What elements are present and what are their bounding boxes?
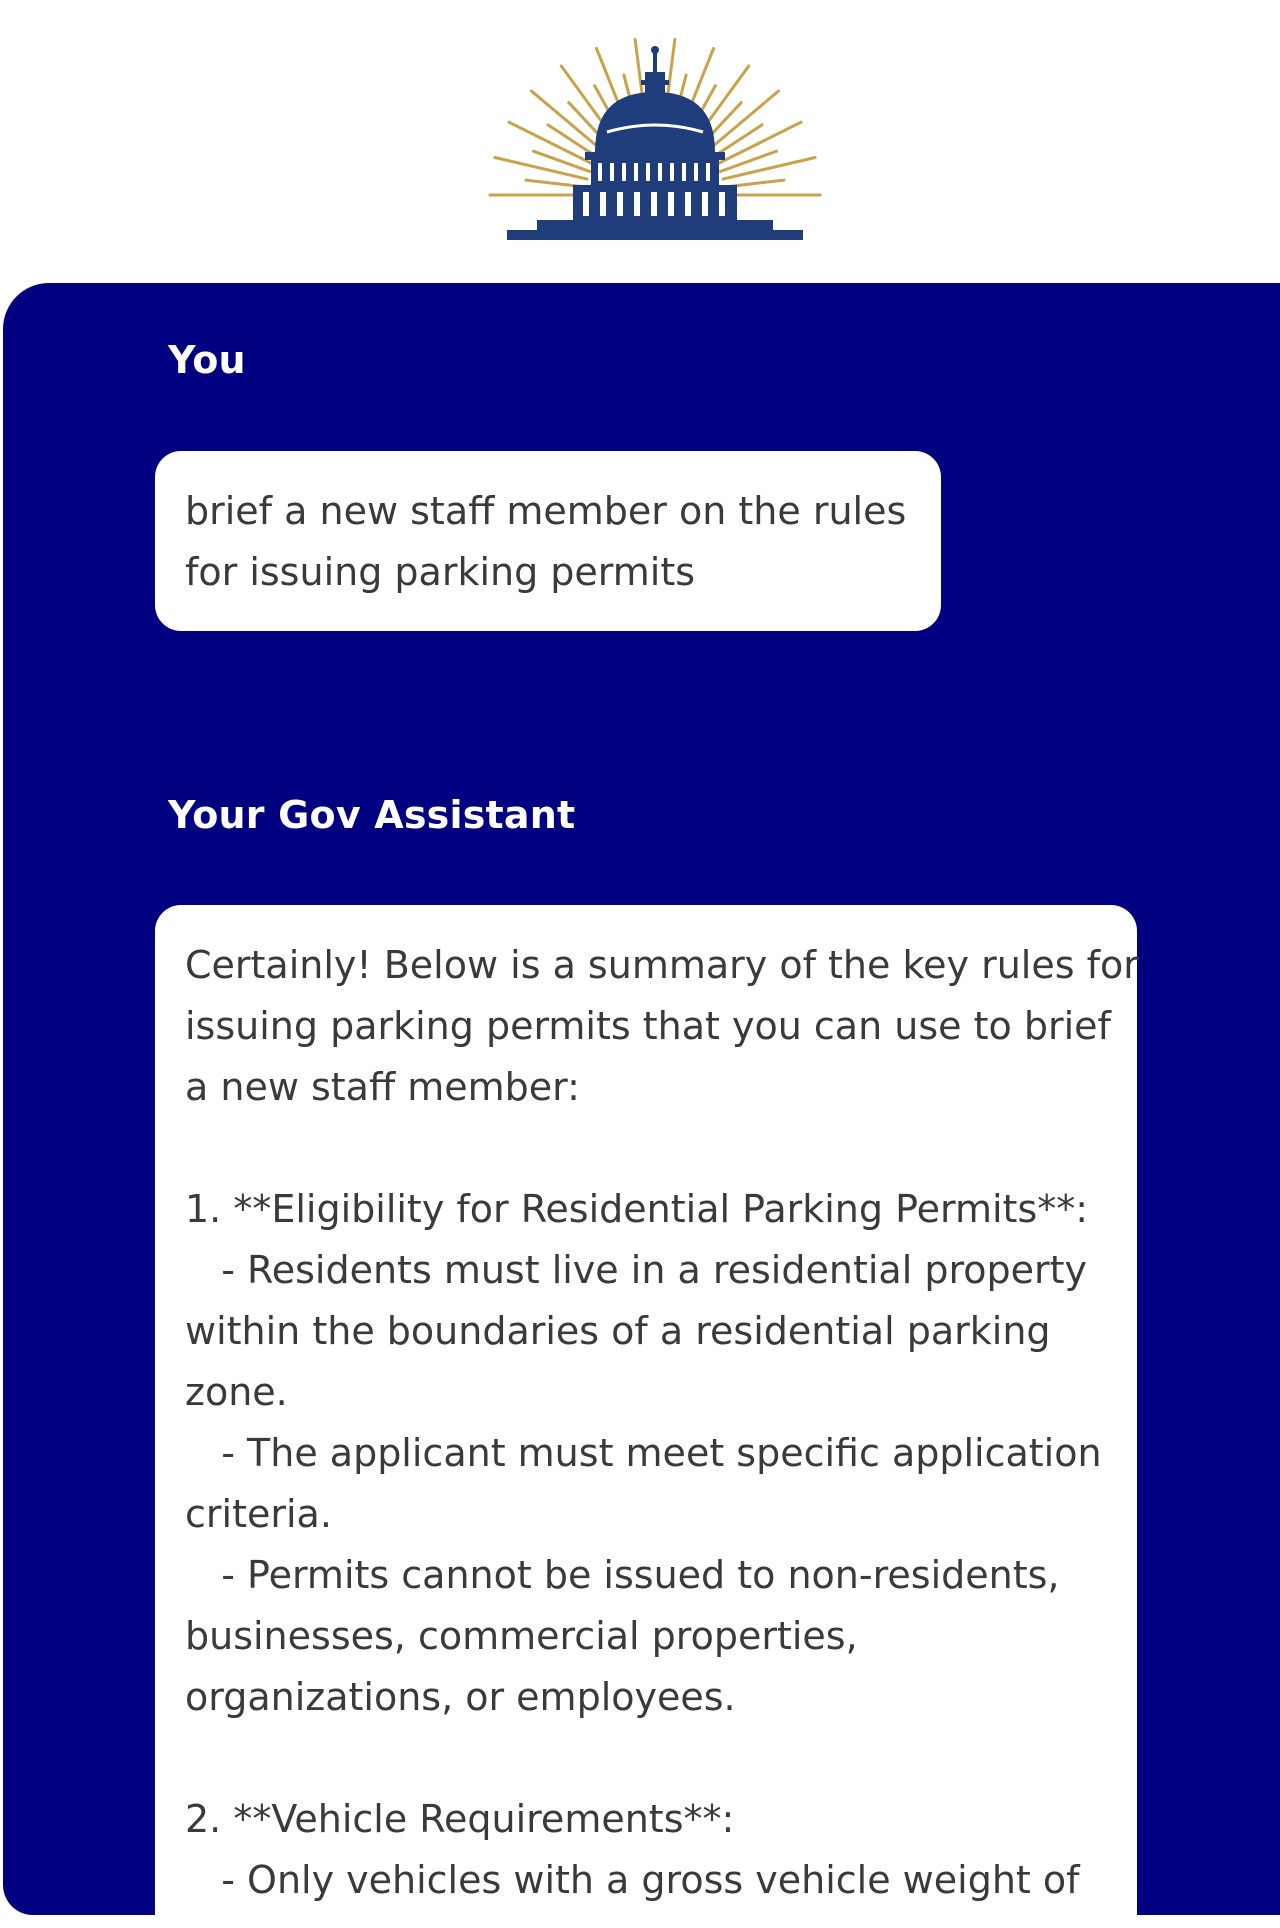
capitol-dome-logo-icon (455, 20, 855, 250)
message-line: - The applicant must meet specific application (185, 1431, 1102, 1475)
user-message-bubble (155, 451, 941, 631)
message-line: a new staff member: (185, 1065, 580, 1109)
message-line: for issuing parking permits (185, 550, 696, 594)
message-line: issuing parking permits that you can use to brief (185, 1004, 1111, 1048)
assistant-sender-label: Your Gov Assistant (168, 793, 576, 837)
message-line: organizations, or employees. (185, 1675, 736, 1719)
message-line (185, 1728, 1107, 1789)
message-line: brief a new staff member on the rules (185, 489, 907, 533)
assistant-message-bubble (155, 905, 1137, 1915)
message-line (185, 1118, 1107, 1179)
header-logo-area (0, 0, 1280, 270)
message-line: 1. **Eligibility for Residential Parking Permits**: (185, 1187, 1089, 1231)
message-line: 2. **Vehicle Requirements**: (185, 1797, 735, 1841)
user-sender-label: You (168, 338, 246, 382)
message-line: - Only vehicles with a gross vehicle weight of (185, 1858, 1080, 1902)
chat-panel (3, 283, 1280, 1915)
message-line: within the boundaries of a residential parking (185, 1309, 1051, 1353)
message-line: criteria. (185, 1492, 332, 1536)
message-line: Certainly! Below is a summary of the key rules for (185, 943, 1139, 987)
message-line: - Permits cannot be issued to non-residents, (185, 1553, 1060, 1597)
message-line: - Residents must live in a residential property (185, 1248, 1087, 1292)
message-line: zone. (185, 1370, 288, 1414)
message-line: businesses, commercial properties, (185, 1614, 858, 1658)
